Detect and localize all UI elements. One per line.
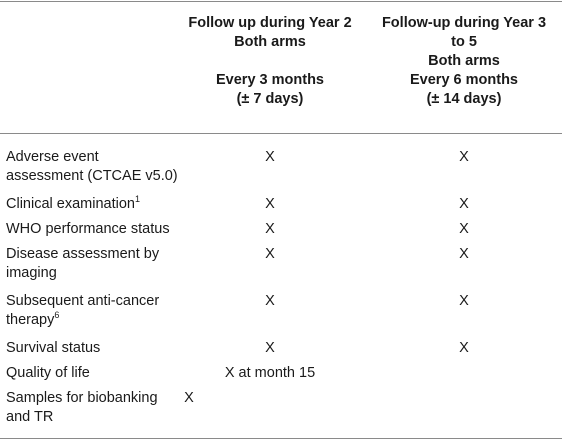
row-label-line1: Samples for biobanking [6,390,158,406]
cell-year3-5: X [459,293,469,309]
footnote-marker: 6 [54,310,60,321]
row-label-line2: imaging [6,265,57,281]
header-col-year2-window: (± 7 days) [236,91,304,107]
cell-year3-5: X [459,149,469,165]
row-label [6,195,196,214]
row-label-line1: Clinical examination [6,196,135,212]
header-col-year3-5-line3: Both arms [428,53,500,69]
header-col-year3-5-line1: Follow-up during Year 3 [381,15,547,31]
bottom-rule [0,438,562,439]
row-label-line2: therapy [6,312,55,328]
row-label: WHO performance status [6,221,170,237]
row-label [6,292,196,330]
cell-year2: X [265,149,275,165]
header-rule [0,133,562,134]
cell-year2: X at month 15 [224,365,316,381]
cell-year2: X [265,196,275,212]
row-label-line2: assessment (CTCAE v5.0) [6,168,178,184]
row-label-line1: Adverse event [6,149,99,165]
header-col-year3-5 [378,14,550,109]
cell-year2: X [265,340,275,356]
row-label-line2: and TR [6,409,54,425]
cell-year2: X [265,246,275,262]
row-label: Survival status [6,340,101,356]
cell-year2: X [265,293,275,309]
header-col-year3-5-frequency: Every 6 months [410,72,518,88]
cell-year3-5: X [459,221,469,237]
cell-year3-5: X [459,196,469,212]
row-label-line1: Subsequent anti-cancer [6,293,160,309]
cell-year3-5: X [459,340,469,356]
header-col-year2-line2: Both arms [234,34,306,50]
header-col-year2-line1: Follow up during Year 2 [188,15,352,31]
top-rule [0,1,562,2]
header-col-year3-5-window: (± 14 days) [426,91,502,107]
footnote-marker: 1 [134,194,140,205]
row-label [6,245,196,283]
row-label: Quality of life [6,365,90,381]
cell-year3-5: X [459,246,469,262]
row-label [6,389,196,427]
header-col-year2 [186,14,354,109]
row-label-line1: Disease assessment by [6,246,160,262]
header-col-year3-5-line2: to 5 [451,34,477,50]
cell-biobanking-mark: X [184,390,194,406]
cell-year2: X [265,221,275,237]
header-col-year2-frequency: Every 3 months [216,72,324,88]
row-label [6,148,196,186]
